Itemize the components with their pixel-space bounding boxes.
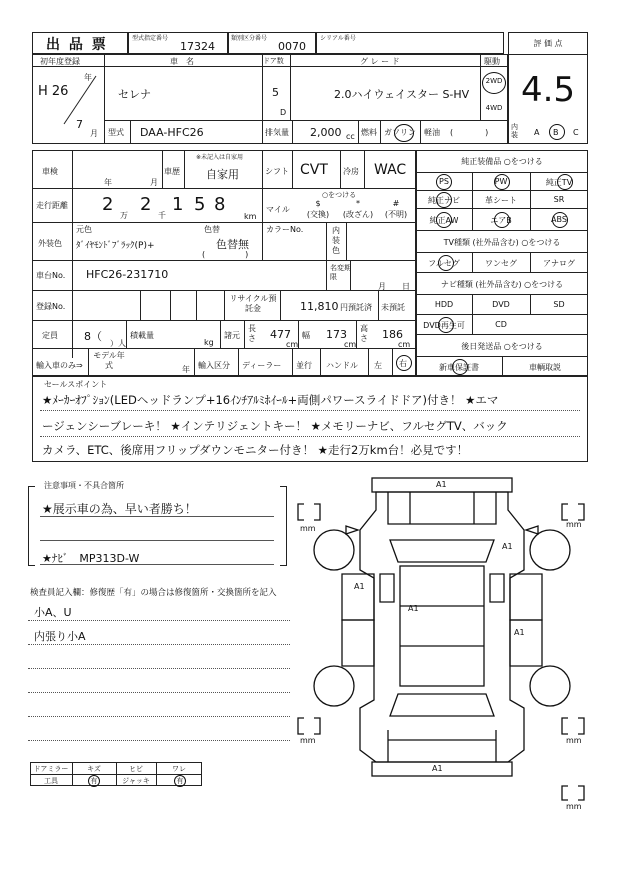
r5-d1 (140, 290, 141, 320)
r6-d4 (298, 320, 299, 348)
grade-label: グ レ ー ド (360, 57, 400, 66)
model-year-label: モデル年式 (93, 351, 125, 370)
notes-bracket-right (280, 486, 287, 566)
r3-d1 (262, 222, 263, 260)
later-title: 後日発送品 ○をつける (461, 342, 543, 351)
swap-sym: $ (315, 199, 321, 208)
wheel-fl (314, 530, 354, 570)
eq-line-9 (416, 334, 588, 335)
mm-rr: mm (566, 736, 582, 745)
drive-4wd: 4WD (485, 104, 503, 112)
notes-line-1: ★展示車の為、早い者勝ち！ (42, 502, 197, 516)
mileage-digit-1: 2 (102, 194, 114, 215)
vdiv-4 (480, 54, 481, 120)
r5-d2 (170, 290, 171, 320)
score-value: 4.5 (520, 70, 576, 110)
load-unit: kg (204, 338, 214, 347)
mm-fr: mm (566, 520, 582, 529)
grade-value: 2.0ハイウェイスター S-HV (334, 88, 470, 101)
insp-rule-1 (28, 620, 290, 621)
insp-rule-3 (28, 668, 290, 669)
height-label: 高さ (360, 324, 368, 343)
color-no-label: カラーNo. (266, 225, 304, 234)
drive-label: 駆動 (484, 57, 500, 66)
r1-d4 (292, 150, 293, 188)
eq-cd: CD (495, 320, 507, 329)
r1-d3 (262, 150, 263, 188)
mile-label: マイル (266, 205, 290, 214)
r2-d1 (262, 188, 263, 222)
history-note: ※未記入は自家用 (196, 154, 244, 161)
wheel-rr (530, 666, 570, 706)
r1-d1 (162, 150, 163, 188)
disp-label-div (292, 120, 293, 144)
fuel-label: 燃料 (361, 128, 377, 137)
history-value: 自家用 (206, 168, 239, 181)
eq-sr: SR (553, 195, 565, 204)
row-line-2 (32, 222, 416, 223)
a1-rear: A1 (432, 764, 443, 773)
drive-2wd: 2WD (485, 77, 503, 85)
sales-rule-2 (40, 436, 580, 437)
mileage-unit-sen: 千 (158, 211, 166, 220)
ruibetsu-label: 類別区分番号 (231, 35, 268, 42)
notes-label: 注意事項・不具合箇所 (44, 481, 124, 490)
recycle-value: 11,810 (300, 300, 339, 313)
color-paren: ( ) (202, 250, 249, 259)
eq-abs: ABS (551, 215, 567, 224)
r5-d5 (280, 290, 281, 320)
eq-line-5 (416, 252, 588, 253)
shift-label: シフト (265, 167, 289, 176)
r4-d1 (326, 260, 327, 290)
r5-d3 (196, 290, 197, 320)
dims-label: 諸元 (224, 331, 240, 340)
eq-line-4 (416, 230, 588, 231)
shift-value: CVT (300, 162, 328, 178)
mileage-digit-2: 2 (140, 194, 152, 215)
notes-rule-1 (40, 516, 274, 517)
insp-rule-2 (28, 644, 290, 645)
vehicle-name: セレナ (118, 88, 151, 101)
a1-left-mid: A1 (354, 582, 365, 591)
ruibetsu-value: 0070 (278, 40, 306, 53)
color-swap-value: 色替無 (216, 238, 249, 251)
displacement-unit: cc (346, 132, 355, 141)
r1-d2 (184, 150, 185, 188)
eq-airbag: エアB (490, 216, 512, 225)
title-expiry-label: 名変期限 (330, 264, 351, 281)
length-unit: cm (286, 340, 299, 349)
score-divider (508, 54, 588, 55)
tamper-label: (改ざん) (342, 210, 374, 219)
ext-color-label: 外装色 (38, 239, 62, 248)
inspection-label: 車検 (42, 167, 58, 176)
notes-line-3: ★ﾅﾋﾞ MP313D-W (42, 552, 140, 565)
vdiv-3 (290, 54, 291, 120)
eq-gnavi: 純正ナビ (428, 196, 460, 205)
title-month: 月 (378, 282, 386, 291)
model-year-unit: 年 (182, 365, 190, 374)
eq-leather: 革シート (485, 196, 517, 205)
first-reg-month: 7 (76, 118, 83, 131)
kata-label: 型式指定番号 (132, 35, 169, 42)
right-label: 右 (399, 359, 407, 368)
r6-d1 (126, 320, 127, 348)
eq-line-3 (416, 208, 588, 209)
sales-line-1: ★ﾒｰｶｰｵﾌﾟｼｮﾝ(LEDヘッドランプ+16ｲﾝﾁｱﾙﾐﾎｲｰﾙ+両側パワースライドドア)付き！ ★エマ (42, 393, 499, 407)
swap-label: (交換) (306, 210, 330, 219)
r5-d4 (224, 290, 225, 320)
name-label: 車 名 (170, 57, 194, 66)
eq-manual: 車輌取説 (529, 363, 561, 372)
interior-label: 内装 (511, 123, 518, 139)
ac-label: 冷房 (343, 167, 359, 176)
ac-value: WAC (374, 162, 407, 178)
chassis-label: 車台No. (36, 271, 66, 280)
doors-value: 5 (272, 86, 279, 99)
eq-line-8 (416, 314, 588, 315)
a1-front: A1 (436, 480, 447, 489)
parallel-label: 並行 (296, 361, 312, 370)
first-reg-era: H 26 (38, 84, 69, 99)
doors-suffix: D (280, 108, 287, 117)
interior-a: A (534, 128, 540, 137)
a1-right-rear: A1 (514, 628, 525, 637)
r7-d2 (194, 348, 195, 376)
hood (388, 492, 496, 524)
wheel-fr (530, 530, 570, 570)
eq-pw: PW (494, 177, 508, 186)
handle-label: ハンドル (326, 361, 358, 370)
fuel-div (358, 120, 359, 144)
mileage-unit-man: 万 (120, 211, 128, 220)
fuel-light: 軽油 (424, 128, 440, 137)
a1-right-front: A1 (502, 542, 513, 551)
vdiv-1 (104, 54, 105, 144)
eq-line-7 (416, 294, 588, 295)
mileage-label: 走行距離 (36, 201, 68, 210)
eq-gaw: 純正AW (429, 216, 459, 225)
rear-window (390, 694, 494, 716)
vehicle-model-line (104, 120, 508, 121)
chassis-value: HFC26-231710 (86, 268, 169, 281)
displacement-value: 2,000 (310, 126, 342, 139)
serial-label: シリアル番号 (320, 35, 356, 42)
fuel-mid-div (420, 120, 421, 144)
tv-title: TV種類 (社外品含む) ○をつける (443, 238, 561, 247)
r7-d3 (238, 348, 239, 376)
height-value: 186 (382, 328, 403, 341)
width-label: 幅 (302, 331, 310, 340)
r7-d7 (392, 348, 393, 376)
mileage-unit: km (244, 212, 257, 221)
left-label: 左 (374, 361, 382, 370)
row-line-6 (32, 348, 416, 349)
fuel-label-div (380, 120, 381, 144)
eq-dvd: DVD (492, 300, 510, 309)
notes-rule-2 (40, 540, 274, 541)
reg-no-label: 登録No. (36, 302, 66, 311)
model-label: 型式 (108, 128, 124, 137)
row-line-1 (32, 188, 416, 189)
r4-d2 (350, 260, 351, 290)
width-unit: cm (344, 340, 357, 349)
mm-spare: mm (566, 802, 582, 811)
score-label: 評 価 点 (533, 39, 563, 48)
first-reg-month-unit: 月 (90, 129, 98, 138)
recycle-unpaid: 未預託 (381, 303, 405, 312)
first-reg-label: 初年度登録 (40, 57, 80, 66)
inspector-line-1: 小A、U (34, 606, 72, 619)
wheel-rl (314, 666, 354, 706)
r1-d5 (340, 150, 341, 188)
r7-d6 (368, 348, 369, 376)
model-label-div (130, 120, 131, 144)
inspector-label: 検査員記入欄：修復歴「有」の場合は修復箇所・交換箇所を記入 (30, 588, 277, 598)
r1-d6 (364, 150, 365, 188)
title-day: 日 (402, 282, 410, 291)
doors-label: ドア数 (263, 57, 284, 65)
eq-fullseg: フルセグ (428, 259, 460, 268)
orig-color-label: 元色 (76, 225, 92, 234)
tool-scratch: キズ (87, 765, 101, 773)
r3-d2 (326, 222, 327, 260)
mileage-digit-5: 8 (214, 194, 226, 215)
kata-value: 17324 (180, 40, 215, 53)
a1-center-left: A1 (408, 604, 419, 613)
import-label: 輸入車のみ⇒ (36, 361, 83, 370)
fuel-paren: ( ) (450, 128, 489, 137)
history-label: 車歴 (164, 167, 180, 176)
tool-jack: ジャッキ (122, 777, 150, 785)
tool-door-mirror: ドアミラー (33, 765, 69, 773)
r6-d2 (220, 320, 221, 348)
sales-label: セールスポイント (44, 380, 108, 389)
inspection-month: 月 (150, 178, 158, 187)
mark-note: ○をつける (322, 191, 357, 199)
import-type-label: 輸入区分 (198, 361, 230, 370)
fuel-gasoline: ガソリン (384, 128, 416, 137)
disp-div (262, 120, 263, 144)
notes-rule-3 (40, 564, 274, 565)
mm-rl: mm (300, 736, 316, 745)
eq-analog: アナログ (543, 259, 575, 268)
r7-d5 (320, 348, 321, 376)
color-swap-label: 色替 (204, 225, 220, 234)
recycle-paid: 円預託済 (340, 303, 372, 312)
roof (400, 566, 484, 686)
body-outline (360, 492, 524, 762)
r6-d3 (244, 320, 245, 348)
eq-sd: SD (553, 300, 565, 309)
unknown-label: (不明) (384, 210, 408, 219)
eq-oneseg: ワンセグ (485, 259, 517, 268)
eq-line-6 (416, 272, 588, 273)
car-diagram (290, 470, 590, 810)
eq-dvd-play: DVD再生可 (423, 321, 465, 330)
unknown-sym: # (392, 199, 400, 208)
windshield (390, 540, 494, 562)
navi-title: ナビ種類 (社外品含む) ○をつける (440, 280, 564, 289)
row-line-3 (32, 260, 416, 261)
mileage-digit-4: 5 (194, 194, 206, 215)
tamper-sym: * (356, 199, 360, 208)
mileage-digit-3: 1 (172, 194, 184, 215)
document-title: 出 品 票 (46, 37, 108, 53)
height-unit: cm (398, 340, 411, 349)
interior-color-label: 内装色 (332, 226, 340, 255)
insp-rule-5 (28, 716, 290, 717)
r7-d4 (292, 348, 293, 376)
first-reg-year-unit: 年 (84, 73, 92, 82)
model-value: DAA-HFC26 (140, 126, 204, 139)
row-line-5 (32, 320, 416, 321)
eq-hdd: HDD (434, 300, 454, 309)
genuine-title: 純正装備品 ○をつける (461, 157, 543, 166)
length-label: 長さ (248, 324, 256, 343)
r3-d3 (346, 222, 347, 260)
eq-warranty: 新車保証書 (439, 363, 479, 372)
sales-line-2: ージェンシーブレーキ！ ★インテリジェントキー！ ★メモリーナビ、フルセグTV、バック (42, 419, 508, 433)
tool-break: ワレ (172, 765, 186, 773)
inspection-year: 年 (104, 178, 112, 187)
tool-label: 工具 (44, 777, 58, 785)
insp-rule-4 (28, 692, 290, 693)
tool-crack: ヒビ (129, 765, 143, 773)
capacity-value: 8（ (84, 330, 102, 343)
inspector-line-2: 内張り小A (34, 630, 86, 643)
r5-d6 (378, 290, 379, 320)
insp-rule-6 (28, 740, 290, 741)
load-label: 積載量 (130, 331, 154, 340)
capacity-label: 定員 (42, 331, 58, 340)
recycle-label: リサイクル預託金 (229, 294, 277, 313)
tool-have-1: 有 (88, 775, 100, 787)
r6-d5 (356, 320, 357, 348)
sales-rule-1 (40, 410, 580, 411)
length-value: 477 (270, 328, 291, 341)
details-label-col (72, 150, 73, 358)
tool-have-2: 有 (174, 775, 186, 787)
capacity-unit: ）人 (110, 339, 126, 348)
eq-line-2 (416, 190, 588, 191)
interior-b: B (553, 128, 559, 137)
sales-line-3: カメラ、ETC、後席用フリップダウンモニター付き！ ★走行2万km台！必見です！ (42, 443, 469, 457)
interior-div (508, 120, 509, 144)
r7-d1 (88, 348, 89, 376)
eq-gtv: 純正TV (545, 178, 573, 187)
width-value: 173 (326, 328, 347, 341)
interior-c: C (573, 128, 579, 137)
mm-fl: mm (300, 524, 316, 533)
dealer-label: ディーラー (242, 361, 282, 370)
eq-ps: PS (439, 177, 449, 186)
notes-bracket-left (28, 486, 35, 566)
orig-color-value: ﾀﾞｲﾔﾓﾝﾄﾞﾌﾞﾗｯｸ(P)+ (76, 241, 155, 251)
eq-line-1 (416, 172, 588, 173)
displacement-label: 排気量 (265, 128, 289, 137)
